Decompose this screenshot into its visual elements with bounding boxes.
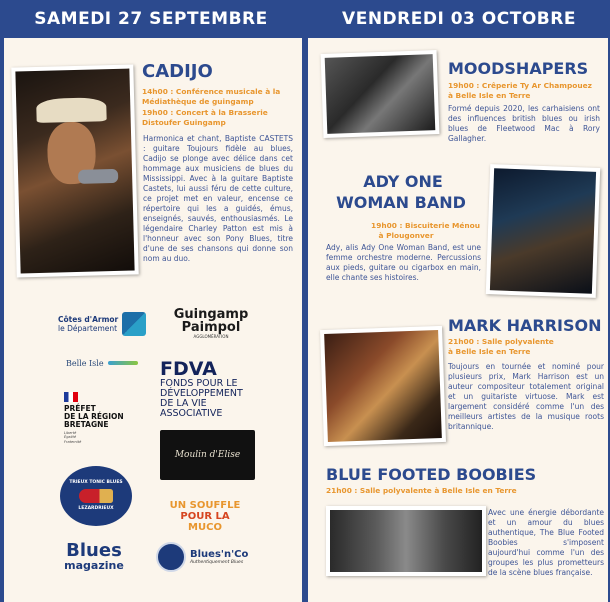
bluesnco-line-2: Authentiquement Blues <box>190 559 244 565</box>
guingamp-paimpol-logo <box>170 303 252 345</box>
mark-harrison-name: MARK HARRISON <box>448 316 602 335</box>
mark-harrison-schedule-1: 21h00 : Salle polyvalente <box>448 337 554 346</box>
cotes-line-2: le Département <box>58 324 118 333</box>
prefet-motto-1: Liberté <box>64 430 77 435</box>
guitar-icon <box>79 489 113 503</box>
bluesnco-line-1: Blues'n'Co <box>190 548 249 560</box>
ady-description: Ady, alis Ady One Woman Band, est une femme orchestre moderne. Percussions aux pieds, guitare ou cigarbox en main, elle chante ses histoires. <box>326 243 481 282</box>
mark-harrison-photo <box>320 326 446 446</box>
cadijo-description: Harmonica et chant, Baptiste CASTETS : guitare Toujours fidèle au blues, Cadijo se plonge avec délice dans cet hommage aux musiciens de blues du Mississippi. Avec à la guitare Baptiste Castets, lui aussi féru de cette culture, ce projet met en valeur, encense ce répertoire qui les a guidés, émus, enseignés, sauvés, enthousiasmés. Le légendaire Charley Patton est mis à l'honneur avec son Pony Blues, titre d'une de ses chansons qui donne son nom au duo. <box>143 134 293 263</box>
blues-line-1: Blues <box>66 539 122 561</box>
belle-isle-text: Belle Isle <box>66 358 104 368</box>
cadijo-photo <box>11 64 138 277</box>
souffle-line-2: POUR LA <box>180 510 230 522</box>
right-date-header: VENDREDI 03 OCTOBRE <box>342 9 576 29</box>
moodshapers-description: Formé depuis 2020, les carhaisiens ont des influences british blues ou irish blues de Fleetwood Mac à Rory Gallagher. <box>448 104 600 143</box>
left-date-header: SAMEDI 27 SEPTEMBRE <box>34 9 268 29</box>
fdva-line-1: FONDS POUR LE <box>160 378 238 389</box>
cotes-line-1: Côtes d'Armor <box>58 315 119 324</box>
cadijo-schedule-2: 19h00 : Concert à la Brasserie Distoufer Guingamp <box>142 108 268 127</box>
souffle-line-1: UN SOUFFLE <box>169 499 241 511</box>
ady-name-line-2: WOMAN BAND <box>336 193 466 212</box>
belle-isle-logo <box>66 354 142 372</box>
prefet-line-1: PRÉFET <box>64 403 96 413</box>
cotes-emblem-icon <box>122 312 146 336</box>
belle-isle-swoosh-icon <box>108 361 138 365</box>
prefet-line-3: BRETAGNE <box>64 419 109 429</box>
moodshapers-schedule-2: à Belle Isle en Terre <box>448 91 531 100</box>
blue-footed-boobies-schedule: 21h00 : Salle polyvalente à Belle Isle en Terre <box>326 486 517 495</box>
right-column <box>308 0 610 602</box>
fdva-line-4: ASSOCIATIVE <box>160 408 223 419</box>
souffle-line-3: MUCO <box>188 521 222 533</box>
marianne-icon <box>64 392 78 402</box>
moulin-text: Moulin d'Elise <box>174 450 241 460</box>
blues-magazine-logo <box>56 536 132 576</box>
fdva-line-2: DÉVELOPPEMENT <box>160 388 243 399</box>
ady-schedule-1: 19h00 : Biscuiterie Ménou <box>371 221 480 230</box>
moulin-delise-logo <box>160 430 255 480</box>
fdva-logo <box>160 356 260 422</box>
moodshapers-photo <box>321 50 440 138</box>
prefet-bretagne-logo <box>64 386 136 450</box>
guingamp-line-2: Paimpol <box>181 320 241 335</box>
prefet-motto-2: Égalité <box>64 435 77 440</box>
mark-harrison-description: Toujours en tournée et nominé pour plusieurs prix, Mark Harrison est un auteur compositeur totalement original et un guitariste virtuose. Mark est largement considéré comme l'un des meilleurs artistes de la musique roots britannique. <box>448 362 604 431</box>
cadijo-name: CADIJO <box>142 61 213 82</box>
blues-line-2: magazine <box>64 558 124 572</box>
moodshapers-name: MOODSHAPERS <box>448 59 589 78</box>
left-column <box>0 0 302 602</box>
blues-n-co-emblem-icon <box>156 542 186 572</box>
guingamp-line-3: AGGLOMÉRATION <box>193 334 229 339</box>
trieux-bottom-text: LEZARDRIEUX <box>78 506 114 511</box>
guingamp-line-1: Guingamp <box>173 307 249 322</box>
blue-footed-boobies-description: Avec une énergie débordante et un amour du blues authentique, The Blue Footed Boobies s'imposent aujourd'hui comme l'un des groupes les plus prometteurs de la scène blues française. <box>488 508 604 577</box>
prefet-line-2: DE LA RÉGION <box>64 411 124 421</box>
blue-footed-boobies-photo <box>326 506 486 576</box>
blues-n-co-logo <box>156 542 252 572</box>
cotes-darmor-logo <box>58 309 148 339</box>
trieux-top-text: TRIEUX TONIC BLUES <box>69 480 123 485</box>
un-souffle-pour-la-muco-logo <box>160 496 250 536</box>
fdva-title: FDVA <box>160 358 217 380</box>
ady-name-line-1: ADY ONE <box>363 172 443 191</box>
ady-photo <box>486 164 600 298</box>
fdva-line-3: DE LA VIE <box>160 398 207 409</box>
mark-harrison-schedule-2: à Belle Isle en Terre <box>448 347 531 356</box>
moodshapers-schedule-1: 19h00 : Crêperie Ty Ar Champouez <box>448 81 592 90</box>
ady-schedule-2: à Plougonver <box>378 231 434 240</box>
blue-footed-boobies-name: BLUE FOOTED BOOBIES <box>326 465 537 484</box>
trieux-tonic-blues-logo <box>60 466 132 526</box>
cadijo-schedule-1: 14h00 : Conférence musicale à la Médiathèque de guingamp <box>142 87 281 106</box>
prefet-motto-3: Fraternité <box>64 439 82 444</box>
